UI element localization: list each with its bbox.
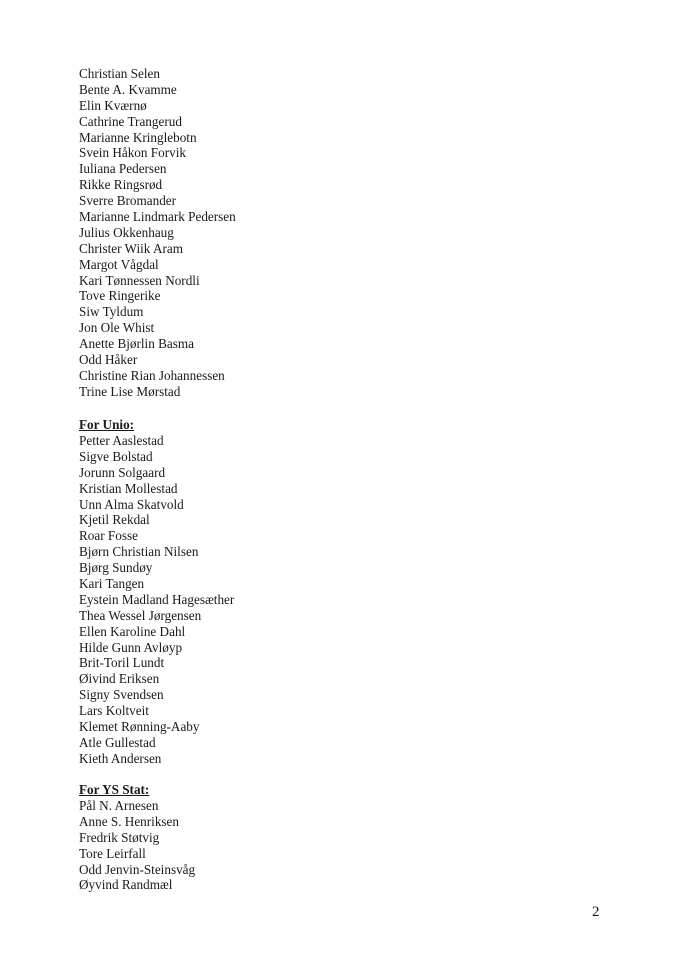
name-item: Cathrine Trangerud [79, 113, 182, 129]
name-item: Bjørn Christian Nilsen [79, 544, 199, 560]
name-item: Klemet Rønning-Aaby [79, 719, 200, 735]
name-item: Kieth Andersen [79, 750, 162, 766]
name-item: Christian Selen [79, 66, 160, 81]
name-item: Atle Gullestad [79, 734, 156, 750]
unio-signatory-list [79, 433, 234, 767]
name-item: Øivind Eriksen [79, 671, 160, 687]
name-item: Marianne Kringlebotn [79, 129, 197, 145]
name-item: Thea Wessel Jørgensen [79, 607, 202, 623]
name-item: Tove Ringerike [79, 288, 161, 304]
name-item: Anne S. Henriksen [79, 813, 179, 829]
name-item: Brit-Toril Lundt [79, 655, 165, 671]
name-item: Sigve Bolstad [79, 448, 153, 464]
name-item: Pål N. Arnesen [79, 798, 159, 813]
ys-stat-signatory-list [79, 798, 195, 893]
name-item: Tore Leirfall [79, 845, 146, 861]
name-item: Margot Vågdal [79, 256, 159, 272]
page-number: 2 [592, 904, 600, 920]
name-item: Ellen Karoline Dahl [79, 623, 186, 639]
name-item: Rikke Ringsrød [79, 177, 163, 193]
name-item: Iuliana Pedersen [79, 161, 167, 177]
name-item: Odd Håker [79, 352, 138, 368]
name-item: Hilde Gunn Avløyp [79, 639, 183, 655]
section-heading-ys-stat: For YS Stat: [79, 782, 150, 797]
name-item: Anette Bjørlin Basma [79, 336, 195, 352]
name-item: Unn Alma Skatvold [79, 496, 184, 512]
name-item: Roar Fosse [79, 528, 138, 544]
name-item: Petter Aaslestad [79, 433, 164, 448]
name-item: Julius Okkenhaug [79, 224, 174, 240]
name-item: Sverre Bromander [79, 193, 177, 209]
name-item: Eystein Madland Hagesæther [79, 591, 235, 607]
name-item: Kari Tønnessen Nordli [79, 272, 200, 288]
name-item: Kristian Mollestad [79, 480, 178, 496]
name-item: Kari Tangen [79, 576, 145, 592]
name-item: Siw Tyldum [79, 304, 144, 320]
name-item: Kjetil Rekdal [79, 512, 150, 528]
name-item: Jon Ole Whist [79, 320, 155, 336]
name-item: Lars Koltveit [79, 703, 149, 719]
signatory-list [79, 66, 236, 400]
name-item: Svein Håkon Forvik [79, 145, 186, 161]
name-item: Fredrik Støtvig [79, 829, 160, 845]
name-item: Elin Kværnø [79, 97, 147, 113]
name-item: Bjørg Sundøy [79, 560, 153, 576]
name-item: Christine Rian Johannessen [79, 367, 225, 383]
name-item: Odd Jenvin-Steinsvåg [79, 861, 196, 877]
section-heading-unio: For Unio: [79, 417, 135, 432]
name-item: Jorunn Solgaard [79, 464, 166, 480]
name-item: Øyvind Randmæl [79, 877, 173, 893]
name-item: Marianne Lindmark Pedersen [79, 209, 236, 225]
name-item: Signy Svendsen [79, 687, 164, 703]
name-item: Trine Lise Mørstad [79, 383, 181, 399]
name-item: Bente A. Kvamme [79, 81, 177, 97]
name-item: Christer Wiik Aram [79, 240, 183, 256]
